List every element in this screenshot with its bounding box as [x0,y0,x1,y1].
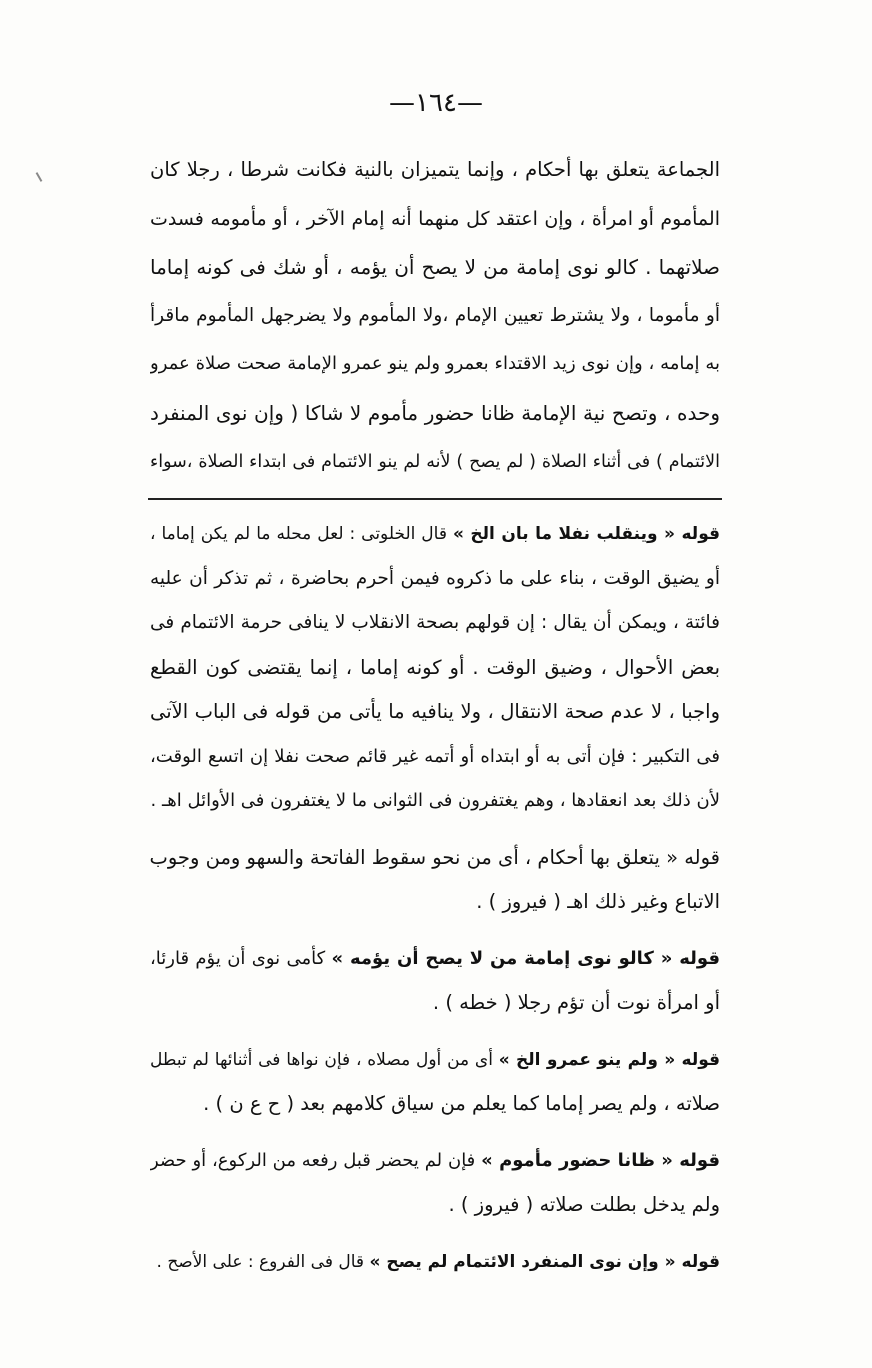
main-text-line: أو مأموما ، ولا يشترط تعيين الإمام ،ولا المأموم ولا يضرجهل المأموم ماقرأ [150,304,720,326]
footnote-line: فى التكبير : فإن أتى به أو ابتداه أو أتمه غير قائم صحت نفلا إن اتسع الوقت، [150,745,720,767]
footnote-lead: قوله « كالو نوى إمامة من لا يصح أن يؤمه » [331,947,720,969]
footnote-lead: قوله « ظانا حضور مأموم » [481,1149,720,1171]
footnote-line: الاتباع وغير ذلك اهـ ( فيروز ) . [476,890,720,913]
main-text-line: به إمامه ، وإن نوى زيد الاقتداء بعمرو ولم ينو عمرو الإمامة صحت صلاة عمرو [150,353,720,375]
footnote-line: قوله « وإن نوى المنفرد الائتمام لم يصح » قال فى الفروع : على الأصح . [156,1251,720,1272]
footnote [150,1038,720,1127]
footnote-line: واجبا ، لا عدم صحة الانتقال ، ولا ينافيه ما يأتى من قوله فى الباب الآتى [150,700,720,723]
footnote-line: قوله « ظانا حضور مأموم » فإن لم يحضر قبل رفعه من الركوع، أو حضر [150,1149,720,1171]
footnote-line: بعض الأحوال ، وضيق الوقت . أو كونه إماما ، إنما يقتضى كون القطع [150,655,720,679]
footnote-lead: قوله « ولم ينو عمرو الخ » [498,1049,720,1070]
footnote [150,937,720,1026]
footnote-line: ولم يدخل بطلت صلاته ( فيروز ) . [448,1193,720,1216]
footnotes [150,512,720,1284]
footnote-lead: قوله « وينقلب نفلا ما بان الخ » [452,524,720,544]
footnote [150,1139,720,1228]
footnote [150,1240,720,1285]
footnote-line: قوله « كالو نوى إمامة من لا يصح أن يؤمه » كأمى نوى أن يؤم قارئا، [150,947,720,969]
main-text-line: صلاتهما . كالو نوى إمامة من لا يصح أن يؤمه ، أو شك فى كونه إماما [150,255,720,280]
main-text [150,146,720,486]
page-number: —١٦٤— [389,88,483,118]
stray-ink-mark [36,172,43,182]
main-text-line: الائتمام ) فى أثناء الصلاة ( لم يصح ) لأنه لم ينو الائتمام فى ابتداء الصلاة ،سواء [150,451,720,472]
main-text-line: وحده ، وتصح نية الإمامة ظانا حضور مأموم لا شاكا ( وإن نوى المنفرد [150,400,720,425]
footnote-line: أو امرأة نوت أن تؤم رجلا ( خطه ) . [432,991,720,1014]
main-text-line: الجماعة يتعلق بها أحكام ، وإنما يتميزان بالنية فكانت شرطا ، رجلا كان [150,158,720,181]
main-text-line: المأموم أو امرأة ، وإن اعتقد كل منهما أنه إمام الآخر ، أو مأمومه فسدت [150,207,720,230]
footnote-line: قوله « يتعلق بها أحكام ، أى من نحو سقوط الفاتحة والسهو ومن وجوب [150,845,720,869]
footnote-line: لأن ذلك بعد انعقادها ، وهم يغتفرون فى الثوانى ما لا يغتفرون فى الأوائل اهـ . [150,790,720,811]
footnote-line: قوله « ولم ينو عمرو الخ » أى من أول مصلاه ، فإن نواها فى أثنائها لم تبطل [150,1049,720,1070]
footnote [150,836,720,925]
footnote-line: صلاته ، ولم يصر إماما كما يعلم من سياق كلامهم بعد ( ح ع ن ) . [203,1092,720,1115]
footnote [150,512,720,824]
footnote-line: فائتة ، ويمكن أن يقال : إن قولهم بصحة الانقلاب لا ينافى حرمة الائتمام فى [150,612,720,633]
footnote-lead: قوله « وإن نوى المنفرد الائتمام لم يصح » [369,1251,720,1272]
footnote-line: قوله « وينقلب نفلا ما بان الخ » قال الخلوتى : لعل محله ما لم يكن إماما ، [150,524,720,544]
footnote-line: أو يضيق الوقت ، بناء على ما ذكروه فيمن أحرم بحاضرة ، ثم تذكر أن عليه [150,567,720,589]
footnote-divider [148,498,722,500]
